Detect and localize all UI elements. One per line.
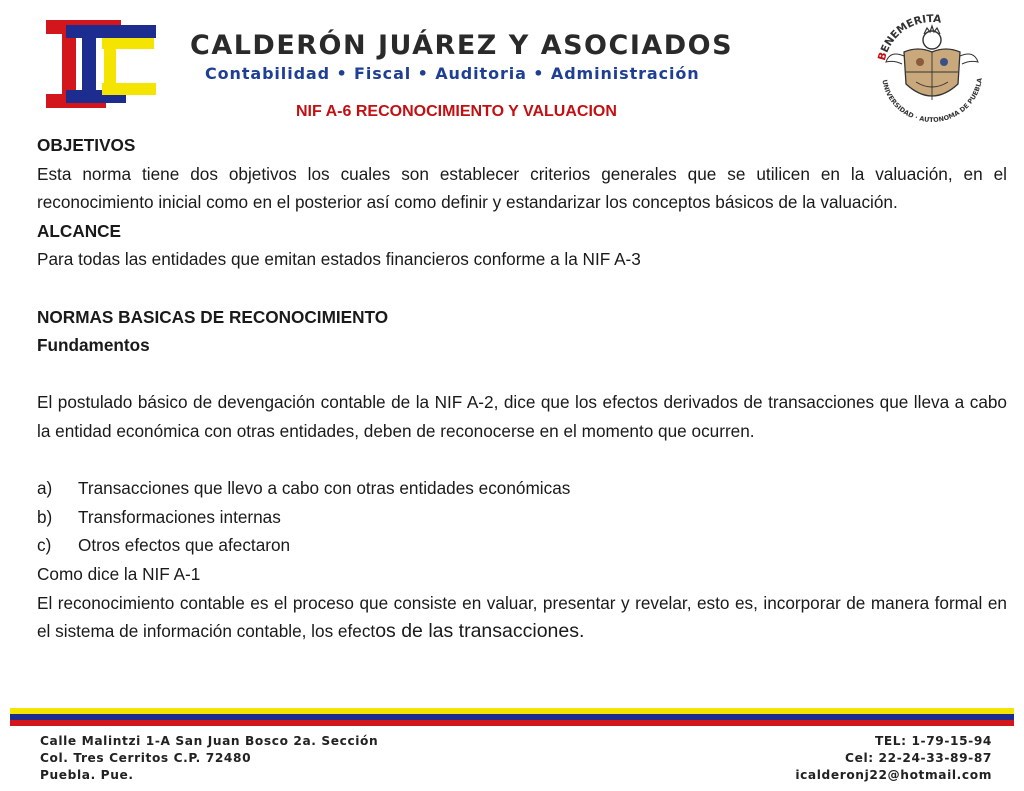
objetivos-heading: OBJETIVOS bbox=[37, 135, 136, 155]
footer-address bbox=[40, 733, 378, 784]
normas-heading: NORMAS BASICAS DE RECONOCIMIENTO bbox=[37, 306, 389, 327]
seal-text-top: ENEMERITA bbox=[878, 12, 942, 55]
address-line-1: Calle Malintzi 1-A San Juan Bosco 2a. Sección bbox=[40, 734, 379, 748]
footer-cel: Cel: 22-24-33-89-87 bbox=[845, 751, 992, 765]
university-seal-icon bbox=[872, 12, 992, 124]
address-line-2: Col. Tres Cerritos C.P. 72480 bbox=[40, 751, 252, 765]
address-line-3: Puebla. Pue. bbox=[40, 768, 134, 782]
reconocimiento-paragraph bbox=[37, 589, 1007, 646]
firm-logo-icon bbox=[46, 20, 158, 108]
footer-color-stripes bbox=[10, 708, 1014, 726]
footer bbox=[0, 733, 1024, 791]
firm-tagline: Contabilidad • Fiscal • Auditoria • Administración bbox=[205, 64, 700, 83]
list-text: Transacciones que llevo a cabo con otras entidades económicas bbox=[78, 478, 571, 499]
firm-name: CALDERÓN JUÁREZ Y ASOCIADOS bbox=[190, 30, 734, 61]
reconocimiento-text: El reconocimiento contable es el proceso que consiste en valuar, presentar y revelar, esto es, incorporar de manera formal en el sistema de información contable, los efect bbox=[37, 592, 1007, 642]
alcance-heading: ALCANCE bbox=[37, 220, 122, 241]
reconocimiento-tail: os de las transacciones. bbox=[375, 620, 585, 643]
fundamentos-heading: Fundamentos bbox=[37, 335, 150, 356]
footer-contact bbox=[795, 733, 992, 784]
list-item bbox=[37, 503, 1007, 532]
list-text: Transformaciones internas bbox=[78, 506, 281, 527]
stripe-red bbox=[10, 720, 1014, 726]
list-letter: c) bbox=[37, 535, 52, 556]
footer-email[interactable]: icalderonj22@hotmail.com bbox=[795, 768, 992, 782]
objetivos-paragraph: Esta norma tiene dos objetivos los cuales son establecer criterios generales que se utilicen en la valuación, en el reconocimiento inicial como en el posterior así como definir y estandarizar los conceptos básicos de la valuación. bbox=[37, 163, 1007, 213]
como-dice-line: Como dice la NIF A-1 bbox=[37, 563, 201, 584]
svg-text:UNIVERSIDAD · AUTONOMA DE PUEB: UNIVERSIDAD · AUTONOMA DE PUEBLA bbox=[880, 77, 984, 124]
list-letter: b) bbox=[37, 506, 53, 527]
document-title: NIF A-6 RECONOCIMIENTO Y VALUACION bbox=[296, 103, 617, 120]
list-item bbox=[37, 474, 1007, 503]
list-text: Otros efectos que afectaron bbox=[78, 535, 291, 556]
postulado-paragraph: El postulado básico de devengación contable de la NIF A-2, dice que los efectos derivados de transacciones que lleva a cabo la entidad económica con otras entidades, deben de reconocerse en el momento que ocurren. bbox=[37, 392, 1007, 441]
document-body bbox=[37, 131, 1007, 646]
svg-text:BENEMERITA: BENEMERITA bbox=[876, 12, 942, 62]
footer-tel: TEL: 1-79-15-94 bbox=[874, 734, 992, 748]
list-item bbox=[37, 531, 1007, 560]
alcance-paragraph: Para todas las entidades que emitan estados financieros conforme a la NIF A-3 bbox=[37, 249, 641, 270]
list-letter: a) bbox=[37, 478, 53, 499]
